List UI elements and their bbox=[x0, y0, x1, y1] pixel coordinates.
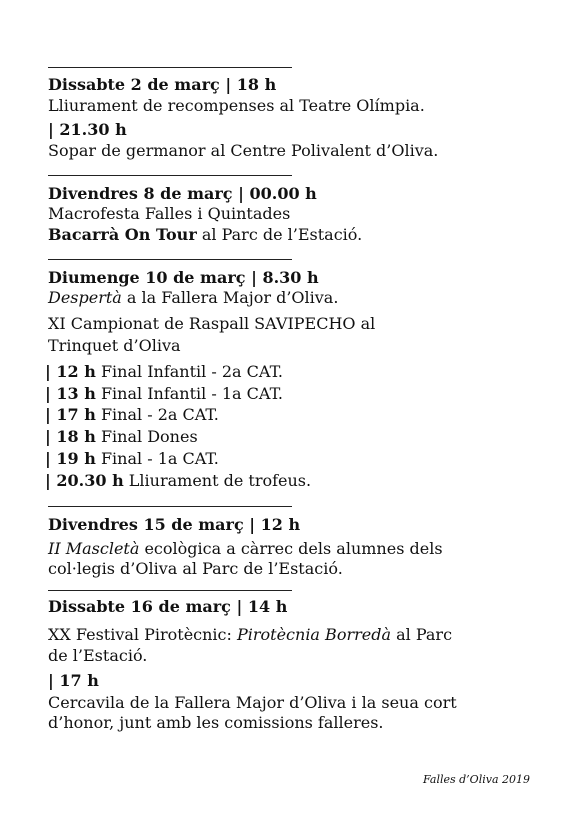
schedule-time: | 17 h bbox=[45, 405, 96, 424]
event-line: Lliurament de recompenses al Teatre Olímpia. bbox=[48, 96, 425, 115]
schedule-item bbox=[45, 384, 283, 404]
event-line-text: a la Fallera Major d’Oliva. bbox=[121, 288, 339, 307]
divider bbox=[48, 67, 292, 68]
event-emphasis: Pirotècnia Borredà bbox=[236, 625, 391, 644]
event-line: de l’Estació. bbox=[48, 646, 148, 665]
event-line-text: XX Festival Pirotècnic: bbox=[48, 625, 237, 644]
event-emphasis: II Mascletà bbox=[48, 539, 140, 558]
schedule-text: Lliurament de trofeus. bbox=[123, 471, 312, 490]
event-line-text: al Parc bbox=[391, 625, 453, 644]
divider bbox=[48, 506, 292, 507]
event-line: d’honor, junt amb les comissions falleres. bbox=[48, 713, 384, 732]
schedule-item bbox=[45, 427, 198, 447]
schedule-item bbox=[45, 449, 219, 469]
event-header: Divendres 8 de març | 00.00 h bbox=[48, 184, 317, 203]
event-header: Diumenge 10 de març | 8.30 h bbox=[48, 268, 319, 287]
event-header: Dissabte 16 de març | 14 h bbox=[48, 597, 288, 616]
event-line: Trinquet d’Oliva bbox=[48, 336, 181, 355]
event-highlight: Bacarrà On Tour bbox=[48, 225, 197, 244]
schedule-item bbox=[45, 362, 283, 382]
schedule-time: | 12 h bbox=[45, 362, 96, 381]
schedule-time: | 13 h bbox=[45, 384, 96, 403]
event-header: Divendres 15 de març | 12 h bbox=[48, 515, 301, 534]
schedule-text: Final Infantil - 1a CAT. bbox=[95, 384, 283, 403]
event-line: Sopar de germanor al Centre Polivalent d’Oliva. bbox=[48, 141, 439, 160]
event-line-text: ecològica a càrrec dels alumnes dels bbox=[139, 539, 443, 558]
event-time: | 21.30 h bbox=[48, 120, 127, 139]
schedule-text: Final - 2a CAT. bbox=[95, 405, 219, 424]
schedule-item bbox=[45, 405, 219, 425]
event-header: Dissabte 2 de març | 18 h bbox=[48, 75, 277, 94]
event-line: Cercavila de la Fallera Major d’Oliva i la seua cort bbox=[48, 693, 457, 712]
event-line bbox=[48, 225, 362, 245]
event-line bbox=[48, 625, 452, 645]
event-line: XI Campionat de Raspall SAVIPECHO al bbox=[48, 314, 376, 333]
event-emphasis: Despertà bbox=[48, 288, 122, 307]
divider bbox=[48, 259, 292, 260]
schedule-item bbox=[45, 471, 311, 491]
schedule-text: Final - 1a CAT. bbox=[95, 449, 219, 468]
divider bbox=[48, 175, 292, 176]
schedule-text: Final Dones bbox=[95, 427, 198, 446]
event-line-text: al Parc de l’Estació. bbox=[196, 225, 363, 244]
schedule-time: | 20.30 h bbox=[45, 471, 124, 490]
event-line bbox=[48, 539, 443, 559]
divider bbox=[48, 590, 292, 591]
event-time: | 17 h bbox=[48, 671, 99, 690]
event-line bbox=[48, 288, 338, 308]
event-line: col·legis d’Oliva al Parc de l’Estació. bbox=[48, 559, 343, 578]
schedule-time: | 19 h bbox=[45, 449, 96, 468]
schedule-text: Final Infantil - 2a CAT. bbox=[95, 362, 283, 381]
schedule-time: | 18 h bbox=[45, 427, 96, 446]
event-line: Macrofesta Falles i Quintades bbox=[48, 204, 291, 223]
page-footer: Falles d’Oliva 2019 bbox=[423, 773, 530, 786]
